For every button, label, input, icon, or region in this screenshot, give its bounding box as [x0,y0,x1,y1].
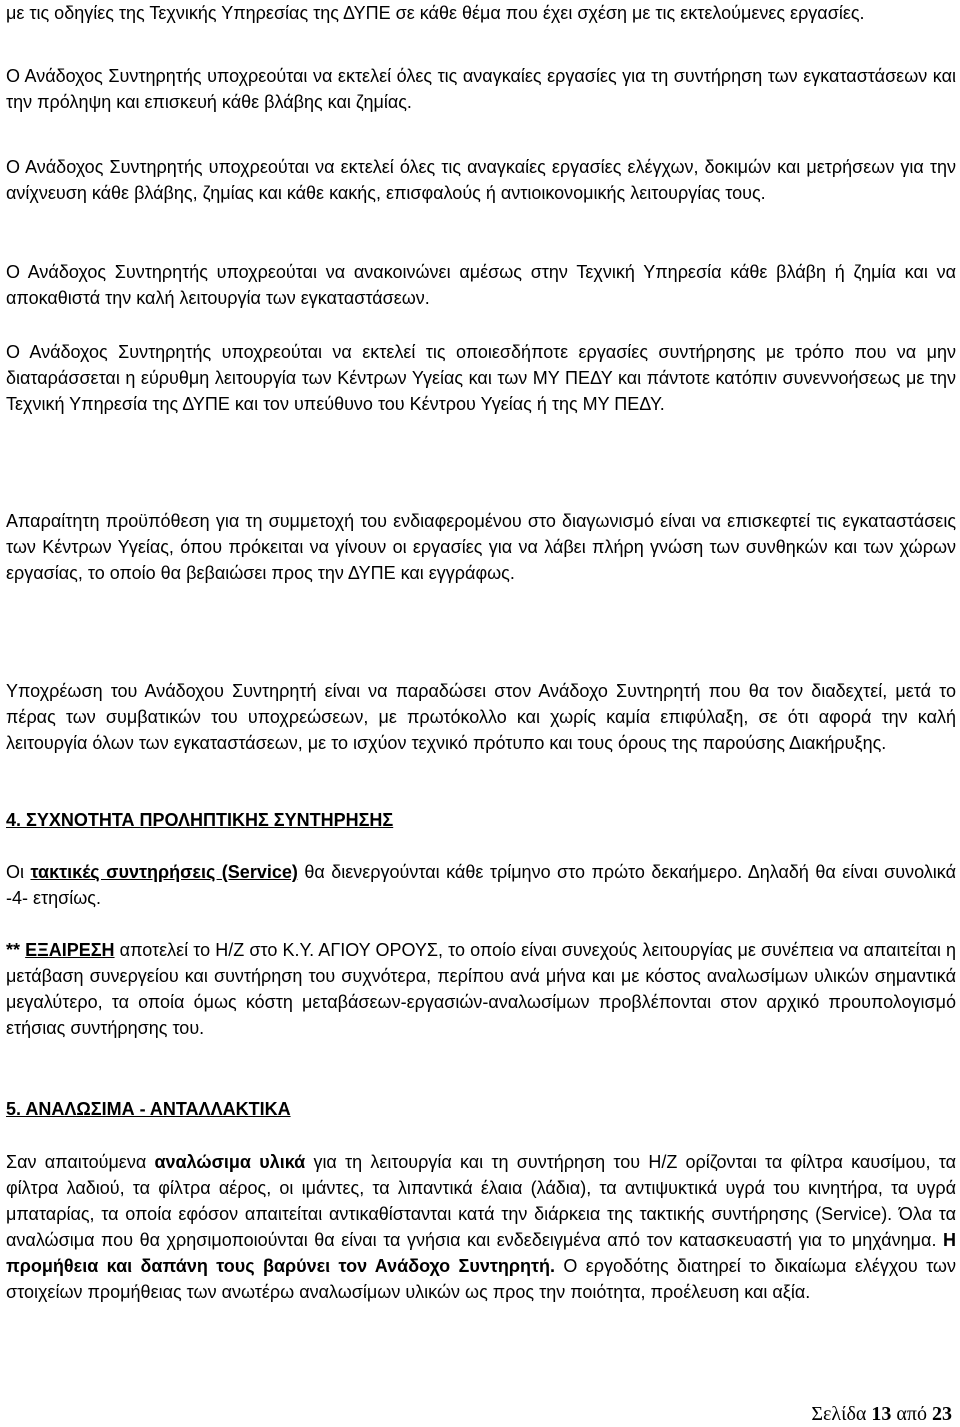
consumables-cost-sentence: Η προμήθεια και δαπάνη τους βαρύνει τον Ανάδοχο Συντηρητή. [6,1230,956,1276]
consumables-term: αναλώσιμα υλικά [154,1152,306,1172]
paragraph-fault-reporting: Ο Ανάδοχος Συντηρητής υποχρεούται να ανακοινώνει αμέσως στην Τεχνική Υπηρεσία κάθε βλάβη ή ζημία και να αποκαθιστά την καλή λειτουργία των εγκαταστάσεων. [6,262,956,308]
consumables-text-b: για τη λειτουργία και τη συντήρηση του Η/Ζ ορίζονται τα φίλτρα καυσίμου, τα φίλτρα λαδιού, τα φίλτρα αέρος, οι ιμάντες, τα λιπαντικά έλαια (λάδια), τα αντιψυκτικά υγρά του κινητήρα, τα υγρά μπαταρίας, τα οποία εφόσον απαιτείται αντικαθίστανται κατά την διάρκεια της τακτικής συντήρησης (Service). Όλα τα αναλώσιμα που θα χρησιμοποιούνται θα είναι τα γνήσια και ενδεδειγμένα από τον κατασκευαστή για το μηχάνημα. [6,1152,956,1250]
paragraph-handover: Υποχρέωση του Ανάδοχου Συντηρητή είναι να παραδώσει στον Ανάδοχο Συντηρητή που θα τον διαδεχτεί, μετά το πέρας των συμβατικών του υποχρεώσεων, με πρωτόκολλο και χωρίς καμία επιφύλαξη, σε ότι αφορά την καλή λειτουργία όλων των εγκαταστάσεων, με το ισχύον τεχνικό πρότυπο και τους όρους της παρούσης Διακήρυξης. [6,681,956,753]
page-total: 23 [932,1403,952,1425]
paragraph-maintenance-duties: Ο Ανάδοχος Συντηρητής υποχρεούται να εκτελεί όλες τις αναγκαίες εργασίες για τη συντήρηση των εγκαταστάσεων και την πρόληψη και επισκευή κάθε βλάβης και ζημίας. [6,66,956,112]
section-4-heading: 4. ΣΥΧΝΟΤΗΤΑ ΠΡΟΛΗΠΤΙΚΗΣ ΣΥΝΤΗΡΗΣΗΣ [6,810,394,830]
paragraph-exception [6,937,956,1041]
paragraph-operation-continuity: Ο Ανάδοχος Συντηρητής υποχρεούται να εκτελεί τις οποιεσδήποτε εργασίες συντήρησης με τρόπο που να μην διαταράσσεται η εύρυθμη λειτουργία των Κέντρων Υγείας και των ΜΥ ΠΕΔΥ και πάντοτε κατόπιν συνεννοήσεως με την Τεχνική Υπηρεσία της ΔΥΠΕ και τον υπεύθυνο του Κέντρου Υγείας ή της ΜΥ ΠΕΔΥ. [6,342,956,414]
service-suffix: θα διενεργούνται κάθε τρίμηνο στο πρώτο δεκαήμερο. Δηλαδή θα είναι συνολικά -4- ετησίως. [6,862,956,908]
paragraph-consumables [6,1149,956,1305]
exception-text: αποτελεί το Η/Ζ στο Κ.Υ. ΑΓΙΟΥ ΟΡΟΥΣ, το οποίο είναι συνεχούς λειτουργίας με συνέπεια να απαιτείται η μετάβαση συνεργείου και συντήρηση του συχνότερα, περίπου ανά μήνα και με κόστος αναλωσίμων υλικών σημαντικά μεγαλύτερο, τα οποία όμως κόστη μεταβάσεων-εργασιών-αναλωσίμων προβλέπονται στον αρχικό προυπολογισμό ετήσιας συντήρησης του. [6,940,956,1038]
paragraph-instructions: με τις οδηγίες της Τεχνικής Υπηρεσίας της ΔΥΠΕ σε κάθε θέμα που έχει σχέση με τις εκτελούμενες εργασίες. [6,3,865,23]
consumables-text-a: Σαν απαιτούμενα [6,1152,155,1172]
page-current: 13 [871,1403,892,1425]
paragraph-inspection-duties: Ο Ανάδοχος Συντηρητής υποχρεούται να εκτελεί όλες τις αναγκαίες εργασίες ελέγχων, δοκιμών και μετρήσεων για την ανίχνευση κάθε βλάβης, ζημίας και κάθε κακής, επισφαλούς ή αντιοικονομικής λειτουργίας τους. [6,157,956,203]
paragraph-service-frequency [6,859,956,911]
paragraph-site-visit: Απαραίτητη προϋπόθεση για τη συμμετοχή του ενδιαφερομένου στο διαγωνισμό είναι να επισκεφτεί τις εγκαταστάσεις των Κέντρων Υγείας, όπου πρόκειται να γίνουν οι εργασίες για να λάβει πλήρη γνώση των συνθηκών και των χώρων εργασίας, το οποίο θα βεβαιώσει προς την ΔΥΠΕ και εγγράφως. [6,511,956,583]
service-term: τακτικές συντηρήσεις (Service) [30,862,298,882]
page-of: από [896,1403,927,1425]
exception-term: ΕΞΑΙΡΕΣΗ [25,940,115,960]
exception-prefix: ** [6,940,26,960]
section-5-heading: 5. ΑΝΑΛΩΣΙΜΑ - ΑΝΤΑΛΛΑΚΤΙΚΑ [6,1099,291,1119]
page-number-footer [811,1403,952,1425]
consumables-text-c: Ο εργοδότης διατηρεί το δικαίωμα ελέγχου των στοιχείων προμήθειας των ανωτέρω αναλωσίμων υλικών ως προς την ποιότητα, προέλευση και αξία. [6,1256,956,1302]
page-word: Σελίδα [811,1403,867,1425]
service-prefix: Οι [6,862,31,882]
